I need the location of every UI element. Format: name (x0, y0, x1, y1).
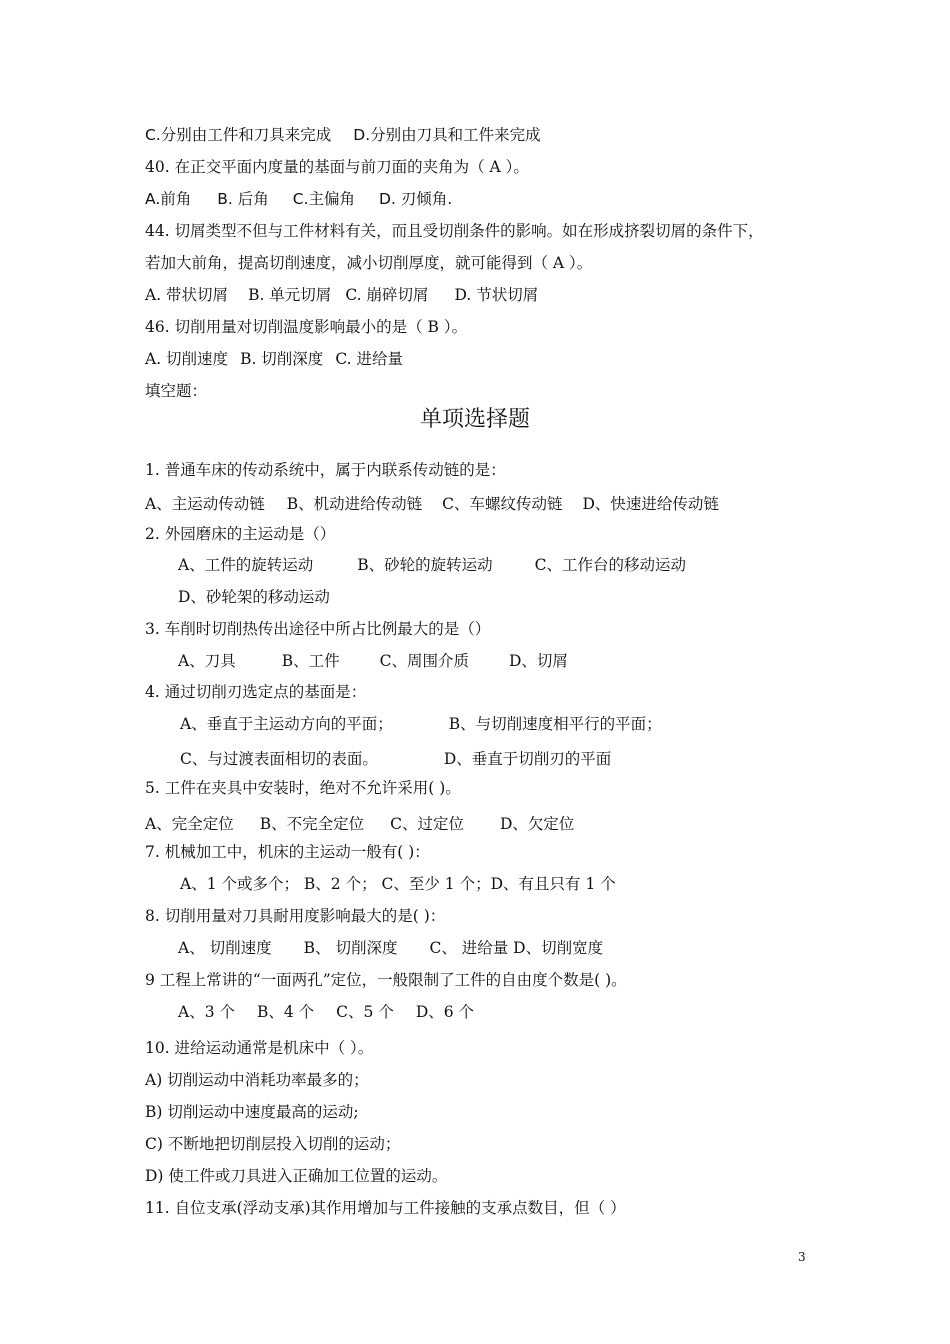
question-44-line1: 44. 切屑类型不但与工件材料有关，而且受切削条件的影响。如在形成挤裂切屑的条件下， (145, 222, 764, 240)
options-2-line2: D、砂轮架的移动运动 (178, 588, 330, 606)
text-line-options-c-d: C.分别由工件和刀具来完成 D.分别由刀具和工件来完成 (145, 126, 541, 144)
page-number: 3 (798, 1250, 806, 1264)
question-44-line2: 若加大前角，提高切削速度，减小切削厚度，就可能得到（ A ）。 (145, 254, 593, 272)
options-3: A、刀具 B、工件 C、周围介质 D、切屑 (178, 652, 568, 670)
option-10b: B) 切削运动中速度最高的运动; (145, 1103, 359, 1121)
options-5: A、完全定位 B、不完全定位 C、过定位 D、欠定位 (145, 815, 575, 833)
question-10: 10. 进给运动通常是机床中（ ）。 (145, 1039, 374, 1057)
options-46: A. 切削速度 B. 切削深度 C. 进给量 (145, 350, 403, 368)
question-7: 7. 机械加工中，机床的主运动一般有( )： (145, 843, 430, 861)
fill-blank-label: 填空题： (145, 382, 208, 400)
question-2: 2. 外园磨床的主运动是（） (145, 525, 336, 543)
option-10a: A) 切削运动中消耗功率最多的； (145, 1071, 369, 1089)
options-4-line2: C、与过渡表面相切的表面。 D、垂直于切削刃的平面 (180, 750, 612, 768)
option-10d: D) 使工件或刀具进入正确加工位置的运动。 (145, 1167, 448, 1185)
question-3: 3. 车削时切削热传出途径中所占比例最大的是（） (145, 620, 491, 638)
options-8: A、 切削速度 B、 切削深度 C、 进给量 D、切削宽度 (178, 939, 604, 957)
question-5: 5. 工件在夹具中安装时，绝对不允许采用( )。 (145, 779, 461, 797)
options-44: A. 带状切屑 B. 单元切屑 C. 崩碎切屑 D. 节状切屑 (145, 286, 539, 304)
question-46: 46. 切削用量对切削温度影响最小的是（ B ）。 (145, 318, 468, 336)
options-40: A.前角 B. 后角 C.主偏角 D. 刃倾角. (145, 190, 453, 208)
question-8: 8. 切削用量对刀具耐用度影响最大的是( )： (145, 907, 446, 925)
question-11: 11. 自位支承(浮动支承)其作用增加与工件接触的支承点数目，但（ ） (145, 1199, 626, 1217)
question-1: 1. 普通车床的传动系统中，属于内联系传动链的是： (145, 461, 506, 479)
question-9: 9 工程上常讲的“一面两孔”定位，一般限制了工件的自由度个数是( )。 (145, 971, 627, 989)
section-heading: 单项选择题 (419, 407, 530, 432)
options-4-line1: A、垂直于主运动方向的平面； B、与切削速度相平行的平面； (180, 715, 662, 733)
options-2-line1: A、工件的旋转运动 B、砂轮的旋转运动 C、工作台的移动运动 (178, 556, 686, 574)
option-10c: C) 不断地把切削层投入切削的运动； (145, 1135, 401, 1153)
options-9: A、3 个 B、4 个 C、5 个 D、6 个 (178, 1003, 475, 1021)
question-40: 40. 在正交平面内度量的基面与前刀面的夹角为（ A ）。 (145, 158, 529, 176)
options-7: A、1 个或多个； B、2 个； C、至少 1 个；D、有且只有 1 个 (180, 875, 616, 893)
question-4: 4. 通过切削刃选定点的基面是： (145, 683, 367, 701)
options-1: A、主运动传动链 B、机动进给传动链 C、车螺纹传动链 D、快速进给传动链 (145, 495, 719, 513)
